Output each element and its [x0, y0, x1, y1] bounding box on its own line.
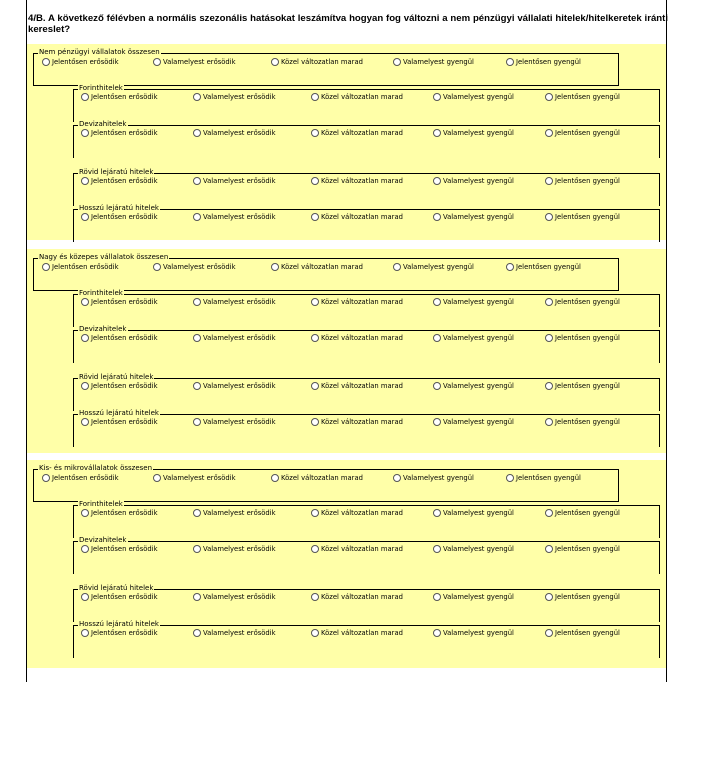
- radio-option[interactable]: [545, 382, 620, 390]
- radio-option[interactable]: [81, 334, 158, 342]
- radio-label: Jelentősen erősödik: [91, 382, 158, 390]
- radio-label: Valamelyest erősödik: [163, 263, 236, 271]
- radio-button[interactable]: [311, 629, 319, 637]
- radio-button[interactable]: [393, 58, 401, 66]
- radio-button[interactable]: [545, 129, 553, 137]
- radio-button[interactable]: [433, 177, 441, 185]
- radio-label: Közel változatlan marad: [321, 418, 403, 426]
- radio-button[interactable]: [506, 58, 514, 66]
- radio-button[interactable]: [311, 298, 319, 306]
- radio-label: Valamelyest erősödik: [203, 545, 276, 553]
- radio-option[interactable]: [193, 382, 276, 390]
- radio-option[interactable]: [545, 129, 620, 137]
- radio-label: Közel változatlan marad: [281, 263, 363, 271]
- radio-option[interactable]: [81, 213, 158, 221]
- radio-button[interactable]: [271, 474, 279, 482]
- radio-label: Jelentősen gyengül: [555, 298, 620, 306]
- radio-option[interactable]: [545, 593, 620, 601]
- question-title: 4/B. A következő félévben a normális szezonális hatásokat leszámítva hogyan fog változni a nem pénzügyi vállalati hitelek/hitelkeretek iránti kereslet?: [28, 13, 668, 35]
- radio-option[interactable]: [81, 509, 158, 517]
- radio-button[interactable]: [81, 129, 89, 137]
- radio-button[interactable]: [393, 263, 401, 271]
- radio-label: Jelentősen erősödik: [91, 418, 158, 426]
- radio-label: Közel változatlan marad: [321, 298, 403, 306]
- radio-option[interactable]: [193, 93, 276, 101]
- radio-button[interactable]: [311, 418, 319, 426]
- radio-option[interactable]: [193, 334, 276, 342]
- radio-label: Valamelyest erősödik: [203, 129, 276, 137]
- radio-label: Valamelyest gyengül: [443, 382, 514, 390]
- radio-button[interactable]: [81, 382, 89, 390]
- radio-label: Jelentősen gyengül: [516, 474, 581, 482]
- radio-button[interactable]: [433, 382, 441, 390]
- radio-button[interactable]: [545, 418, 553, 426]
- radio-label: Jelentősen erősödik: [91, 213, 158, 221]
- radio-label: Közel változatlan marad: [321, 93, 403, 101]
- radio-option[interactable]: [311, 629, 403, 637]
- radio-label: Valamelyest gyengül: [403, 58, 474, 66]
- radio-button[interactable]: [193, 129, 201, 137]
- radio-option[interactable]: [153, 474, 236, 482]
- radio-option[interactable]: [311, 509, 403, 517]
- radio-option[interactable]: [81, 545, 158, 553]
- group-legend: Forinthitelek: [79, 84, 123, 92]
- radio-option[interactable]: [311, 593, 403, 601]
- radio-label: Jelentősen gyengül: [555, 177, 620, 185]
- radio-option[interactable]: [311, 298, 403, 306]
- radio-option[interactable]: [81, 298, 158, 306]
- radio-label: Valamelyest gyengül: [443, 334, 514, 342]
- radio-option[interactable]: [81, 177, 158, 185]
- radio-option[interactable]: [433, 177, 514, 185]
- radio-label: Valamelyest gyengül: [443, 177, 514, 185]
- radio-option[interactable]: [193, 593, 276, 601]
- radio-button[interactable]: [433, 593, 441, 601]
- radio-option[interactable]: [311, 382, 403, 390]
- group-legend: Hosszú lejáratú hitelek: [79, 409, 159, 417]
- radio-button[interactable]: [81, 334, 89, 342]
- radio-option[interactable]: [193, 298, 276, 306]
- radio-button[interactable]: [81, 418, 89, 426]
- radio-label: Jelentősen erősödik: [91, 334, 158, 342]
- radio-label: Jelentősen erősödik: [91, 177, 158, 185]
- radio-button[interactable]: [193, 382, 201, 390]
- radio-option[interactable]: [193, 545, 276, 553]
- radio-label: Valamelyest gyengül: [443, 129, 514, 137]
- radio-button[interactable]: [545, 509, 553, 517]
- radio-option[interactable]: [193, 129, 276, 137]
- radio-button[interactable]: [81, 545, 89, 553]
- radio-option[interactable]: [271, 474, 363, 482]
- radio-button[interactable]: [193, 509, 201, 517]
- radio-label: Jelentősen erősödik: [91, 509, 158, 517]
- radio-button[interactable]: [311, 593, 319, 601]
- radio-button[interactable]: [193, 298, 201, 306]
- radio-option[interactable]: [311, 93, 403, 101]
- group-legend: Kis- és mikrovállalatok összesen: [39, 464, 153, 472]
- radio-option[interactable]: [433, 418, 514, 426]
- radio-button[interactable]: [311, 382, 319, 390]
- radio-button[interactable]: [433, 545, 441, 553]
- radio-button[interactable]: [433, 93, 441, 101]
- radio-label: Jelentősen gyengül: [555, 93, 620, 101]
- radio-label: Jelentősen gyengül: [516, 58, 581, 66]
- radio-label: Jelentősen erősödik: [91, 93, 158, 101]
- radio-button[interactable]: [545, 629, 553, 637]
- radio-label: Jelentősen gyengül: [555, 334, 620, 342]
- radio-label: Jelentősen gyengül: [555, 629, 620, 637]
- radio-label: Jelentősen erősödik: [91, 545, 158, 553]
- radio-option[interactable]: [506, 58, 581, 66]
- radio-button[interactable]: [545, 545, 553, 553]
- radio-option[interactable]: [506, 474, 581, 482]
- radio-button[interactable]: [193, 418, 201, 426]
- radio-option[interactable]: [433, 545, 514, 553]
- radio-label: Valamelyest gyengül: [443, 509, 514, 517]
- radio-button[interactable]: [433, 629, 441, 637]
- radio-button[interactable]: [81, 593, 89, 601]
- radio-label: Jelentősen erősödik: [52, 58, 119, 66]
- radio-label: Jelentősen gyengül: [555, 593, 620, 601]
- radio-option[interactable]: [81, 129, 158, 137]
- radio-label: Jelentősen erősödik: [91, 298, 158, 306]
- radio-button[interactable]: [433, 298, 441, 306]
- radio-button[interactable]: [193, 593, 201, 601]
- radio-button[interactable]: [81, 93, 89, 101]
- radio-label: Közel változatlan marad: [281, 58, 363, 66]
- radio-label: Közel változatlan marad: [321, 629, 403, 637]
- radio-label: Jelentősen gyengül: [516, 263, 581, 271]
- radio-option[interactable]: [193, 629, 276, 637]
- radio-option[interactable]: [545, 213, 620, 221]
- radio-option[interactable]: [433, 593, 514, 601]
- radio-button[interactable]: [433, 418, 441, 426]
- radio-label: Valamelyest gyengül: [403, 474, 474, 482]
- radio-label: Valamelyest erősödik: [163, 58, 236, 66]
- radio-label: Jelentősen gyengül: [555, 545, 620, 553]
- radio-label: Valamelyest erősödik: [163, 474, 236, 482]
- radio-option[interactable]: [433, 334, 514, 342]
- radio-option[interactable]: [311, 129, 403, 137]
- radio-button[interactable]: [193, 213, 201, 221]
- radio-option[interactable]: [545, 509, 620, 517]
- radio-option[interactable]: [193, 418, 276, 426]
- radio-button[interactable]: [433, 213, 441, 221]
- radio-label: Valamelyest gyengül: [403, 263, 474, 271]
- group-legend: Devizahitelek: [79, 120, 127, 128]
- group-legend: Rövid lejáratú hitelek: [79, 168, 154, 176]
- radio-option[interactable]: [311, 177, 403, 185]
- radio-button[interactable]: [393, 474, 401, 482]
- radio-button[interactable]: [545, 593, 553, 601]
- radio-option[interactable]: [42, 58, 119, 66]
- radio-button[interactable]: [545, 213, 553, 221]
- radio-label: Jelentősen gyengül: [555, 129, 620, 137]
- radio-label: Közel változatlan marad: [321, 129, 403, 137]
- radio-label: Közel változatlan marad: [321, 545, 403, 553]
- radio-label: Valamelyest gyengül: [443, 593, 514, 601]
- radio-label: Valamelyest erősödik: [203, 298, 276, 306]
- radio-button[interactable]: [271, 58, 279, 66]
- radio-button[interactable]: [311, 213, 319, 221]
- radio-option[interactable]: [311, 545, 403, 553]
- radio-label: Jelentősen erősödik: [52, 474, 119, 482]
- radio-option[interactable]: [193, 177, 276, 185]
- radio-label: Valamelyest gyengül: [443, 93, 514, 101]
- radio-button[interactable]: [545, 382, 553, 390]
- radio-label: Közel változatlan marad: [321, 213, 403, 221]
- radio-label: Valamelyest gyengül: [443, 418, 514, 426]
- radio-option[interactable]: [433, 509, 514, 517]
- radio-option[interactable]: [433, 213, 514, 221]
- radio-label: Valamelyest gyengül: [443, 213, 514, 221]
- radio-label: Jelentősen erősödik: [91, 629, 158, 637]
- radio-button[interactable]: [193, 93, 201, 101]
- radio-option[interactable]: [153, 263, 236, 271]
- radio-option[interactable]: [433, 629, 514, 637]
- radio-option[interactable]: [433, 298, 514, 306]
- radio-label: Valamelyest erősödik: [203, 382, 276, 390]
- radio-label: Közel változatlan marad: [281, 474, 363, 482]
- radio-option[interactable]: [153, 58, 236, 66]
- radio-button[interactable]: [506, 263, 514, 271]
- radio-label: Közel változatlan marad: [321, 509, 403, 517]
- radio-option[interactable]: [433, 129, 514, 137]
- radio-label: Jelentősen gyengül: [555, 213, 620, 221]
- group-legend: Forinthitelek: [79, 500, 123, 508]
- radio-label: Közel változatlan marad: [321, 334, 403, 342]
- radio-option[interactable]: [193, 509, 276, 517]
- radio-option[interactable]: [545, 93, 620, 101]
- radio-button[interactable]: [311, 93, 319, 101]
- group-legend: Hosszú lejáratú hitelek: [79, 620, 159, 628]
- radio-button[interactable]: [42, 474, 50, 482]
- radio-label: Valamelyest gyengül: [443, 545, 514, 553]
- radio-option[interactable]: [545, 177, 620, 185]
- group-legend: Devizahitelek: [79, 325, 127, 333]
- radio-option[interactable]: [545, 298, 620, 306]
- radio-button[interactable]: [81, 177, 89, 185]
- radio-option[interactable]: [506, 263, 581, 271]
- group-legend: Hosszú lejáratú hitelek: [79, 204, 159, 212]
- radio-option[interactable]: [545, 418, 620, 426]
- radio-label: Valamelyest gyengül: [443, 298, 514, 306]
- radio-button[interactable]: [81, 629, 89, 637]
- radio-label: Valamelyest erősödik: [203, 177, 276, 185]
- radio-option[interactable]: [433, 93, 514, 101]
- radio-option[interactable]: [81, 382, 158, 390]
- radio-button[interactable]: [153, 263, 161, 271]
- radio-label: Közel változatlan marad: [321, 177, 403, 185]
- radio-label: Valamelyest gyengül: [443, 629, 514, 637]
- radio-button[interactable]: [153, 58, 161, 66]
- group-legend: Nagy és közepes vállalatok összesen: [39, 253, 169, 261]
- radio-button[interactable]: [311, 129, 319, 137]
- radio-option[interactable]: [545, 629, 620, 637]
- radio-button[interactable]: [311, 334, 319, 342]
- radio-button[interactable]: [271, 263, 279, 271]
- radio-option[interactable]: [81, 593, 158, 601]
- radio-option[interactable]: [311, 334, 403, 342]
- radio-label: Közel változatlan marad: [321, 593, 403, 601]
- group-legend: Nem pénzügyi vállalatok összesen: [39, 48, 160, 56]
- radio-option[interactable]: [433, 382, 514, 390]
- radio-option[interactable]: [81, 418, 158, 426]
- radio-button[interactable]: [545, 298, 553, 306]
- radio-button[interactable]: [193, 629, 201, 637]
- group-legend: Devizahitelek: [79, 536, 127, 544]
- radio-option[interactable]: [545, 334, 620, 342]
- radio-label: Valamelyest erősödik: [203, 629, 276, 637]
- radio-option[interactable]: [545, 545, 620, 553]
- radio-option[interactable]: [42, 263, 119, 271]
- radio-button[interactable]: [545, 334, 553, 342]
- radio-label: Valamelyest erősödik: [203, 334, 276, 342]
- group-legend: Forinthitelek: [79, 289, 123, 297]
- radio-button[interactable]: [42, 58, 50, 66]
- radio-button[interactable]: [42, 263, 50, 271]
- radio-button[interactable]: [311, 177, 319, 185]
- radio-button[interactable]: [311, 545, 319, 553]
- radio-option[interactable]: [81, 93, 158, 101]
- radio-button[interactable]: [311, 509, 319, 517]
- radio-button[interactable]: [193, 177, 201, 185]
- radio-label: Jelentősen erősödik: [91, 593, 158, 601]
- radio-button[interactable]: [81, 509, 89, 517]
- radio-option[interactable]: [271, 58, 363, 66]
- radio-button[interactable]: [545, 177, 553, 185]
- radio-button[interactable]: [193, 545, 201, 553]
- radio-option[interactable]: [42, 474, 119, 482]
- radio-label: Valamelyest erősödik: [203, 418, 276, 426]
- radio-label: Valamelyest erősödik: [203, 593, 276, 601]
- radio-label: Jelentősen erősödik: [52, 263, 119, 271]
- radio-button[interactable]: [433, 509, 441, 517]
- radio-label: Jelentősen erősödik: [91, 129, 158, 137]
- radio-button[interactable]: [193, 334, 201, 342]
- radio-button[interactable]: [433, 129, 441, 137]
- radio-option[interactable]: [311, 418, 403, 426]
- radio-button[interactable]: [153, 474, 161, 482]
- radio-label: Jelentősen gyengül: [555, 382, 620, 390]
- radio-option[interactable]: [393, 474, 474, 482]
- radio-option[interactable]: [393, 263, 474, 271]
- radio-label: Valamelyest erősödik: [203, 213, 276, 221]
- radio-option[interactable]: [81, 629, 158, 637]
- radio-option[interactable]: [311, 213, 403, 221]
- radio-button[interactable]: [433, 334, 441, 342]
- radio-label: Valamelyest erősödik: [203, 509, 276, 517]
- radio-option[interactable]: [193, 213, 276, 221]
- radio-button[interactable]: [81, 213, 89, 221]
- radio-button[interactable]: [81, 298, 89, 306]
- radio-label: Valamelyest erősödik: [203, 93, 276, 101]
- radio-button[interactable]: [545, 93, 553, 101]
- radio-label: Közel változatlan marad: [321, 382, 403, 390]
- radio-label: Jelentősen gyengül: [555, 418, 620, 426]
- radio-option[interactable]: [271, 263, 363, 271]
- group-legend: Rövid lejáratú hitelek: [79, 373, 154, 381]
- radio-label: Jelentősen gyengül: [555, 509, 620, 517]
- group-legend: Rövid lejáratú hitelek: [79, 584, 154, 592]
- radio-button[interactable]: [506, 474, 514, 482]
- radio-option[interactable]: [393, 58, 474, 66]
